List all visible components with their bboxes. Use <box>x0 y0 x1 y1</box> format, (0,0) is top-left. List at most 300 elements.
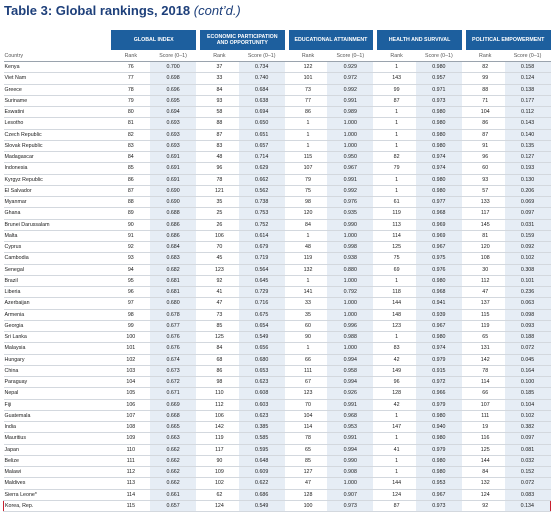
rank-cell: 81 <box>111 118 150 129</box>
rank-cell: 42 <box>377 399 416 410</box>
score-cell: 0.958 <box>327 365 373 376</box>
rank-cell: 137 <box>466 298 505 309</box>
rank-cell: 121 <box>200 185 239 196</box>
rank-cell: 83 <box>377 343 416 354</box>
rank-cell: 33 <box>289 298 328 309</box>
rank-cell: 87 <box>377 95 416 106</box>
rank-cell: 114 <box>466 377 505 388</box>
rank-cell: 101 <box>111 343 150 354</box>
score-cell: 0.691 <box>150 163 196 174</box>
score-cell: 0.698 <box>150 73 196 84</box>
score-cell: 0.682 <box>150 264 196 275</box>
table-row <box>4 455 551 466</box>
rank-cell: 123 <box>200 264 239 275</box>
rank-cell: 1 <box>377 455 416 466</box>
rank-cell: 47 <box>289 478 328 489</box>
score-cell: 0.908 <box>327 467 373 478</box>
rank-cell: 68 <box>200 354 239 365</box>
score-cell: 0.716 <box>239 298 285 309</box>
score-cell: 0.609 <box>239 467 285 478</box>
rank-cell: 109 <box>200 467 239 478</box>
table-row <box>4 219 551 230</box>
table-row <box>4 230 551 241</box>
score-cell: 0.668 <box>150 410 196 421</box>
rank-cell: 1 <box>377 62 416 73</box>
score-cell: 0.971 <box>416 84 462 95</box>
rank-cell: 95 <box>111 275 150 286</box>
score-cell: 0.973 <box>416 500 462 511</box>
rank-cell: 92 <box>466 500 505 511</box>
rank-cell: 70 <box>200 242 239 253</box>
score-cell: 0.662 <box>239 174 285 185</box>
score-cell: 0.994 <box>327 354 373 365</box>
table-row <box>4 84 551 95</box>
rank-cell: 87 <box>377 500 416 511</box>
table-row <box>4 388 551 399</box>
rank-cell: 57 <box>466 185 505 196</box>
rank-cell: 48 <box>200 152 239 163</box>
score-cell: 0.622 <box>239 478 285 489</box>
score-cell: 0.654 <box>239 320 285 331</box>
rank-cell: 19 <box>466 422 505 433</box>
country-cell: Malta <box>4 230 112 241</box>
score-cell: 0.385 <box>239 422 285 433</box>
rank-cell: 76 <box>111 62 150 73</box>
score-cell: 0.991 <box>327 95 373 106</box>
rank-cell: 148 <box>377 309 416 320</box>
rank-cell: 84 <box>289 219 328 230</box>
country-cell: Armenia <box>4 309 112 320</box>
rank-cell: 124 <box>377 489 416 500</box>
rank-cell: 1 <box>289 275 328 286</box>
table-title-main: Table 3: Global rankings, 2018 <box>4 3 191 18</box>
score-cell: 0.177 <box>505 95 551 106</box>
rank-cell: 41 <box>200 287 239 298</box>
score-cell: 0.973 <box>327 500 373 511</box>
rank-cell: 142 <box>466 354 505 365</box>
rank-cell: 124 <box>466 489 505 500</box>
rank-cell: 81 <box>466 230 505 241</box>
rank-cell: 107 <box>466 399 505 410</box>
country-cell: Guatemala <box>4 410 112 421</box>
rank-cell: 88 <box>466 84 505 95</box>
table-row <box>4 152 551 163</box>
score-cell: 0.693 <box>150 129 196 140</box>
group-header-education: EDUCATIONAL ATTAINMENT <box>289 30 374 50</box>
score-cell: 0.994 <box>327 444 373 455</box>
rank-cell: 30 <box>466 264 505 275</box>
table-row <box>4 365 551 376</box>
score-cell: 0.980 <box>416 332 462 343</box>
group-header-political: POLITICAL EMPOWERMENT <box>466 30 551 50</box>
country-cell: Senegal <box>4 264 112 275</box>
country-cell: Czech Republic <box>4 129 112 140</box>
score-cell: 0.032 <box>505 455 551 466</box>
rank-cell: 96 <box>111 287 150 298</box>
rank-cell: 133 <box>466 197 505 208</box>
score-cell: 0.674 <box>150 354 196 365</box>
score-cell: 0.134 <box>505 500 551 511</box>
country-cell: Myanmar <box>4 197 112 208</box>
rank-cell: 65 <box>289 444 328 455</box>
score-cell: 0.684 <box>150 242 196 253</box>
rank-cell: 102 <box>200 478 239 489</box>
country-cell: Sri Lanka <box>4 332 112 343</box>
score-cell: 0.979 <box>416 354 462 365</box>
country-cell: India <box>4 422 112 433</box>
score-cell: 0.603 <box>239 399 285 410</box>
score-cell: 0.663 <box>150 433 196 444</box>
rank-cell: 114 <box>111 489 150 500</box>
table-row <box>4 95 551 106</box>
rank-cell: 90 <box>200 455 239 466</box>
country-cell: Suriname <box>4 95 112 106</box>
table-row <box>4 264 551 275</box>
score-cell: 0.974 <box>416 163 462 174</box>
country-cell: Slovak Republic <box>4 140 112 151</box>
rank-cell: 80 <box>111 107 150 118</box>
score-cell: 0.729 <box>239 287 285 298</box>
score-cell: 0.977 <box>416 197 462 208</box>
score-cell: 0.752 <box>239 219 285 230</box>
score-cell: 0.676 <box>150 332 196 343</box>
rank-cell: 78 <box>111 84 150 95</box>
score-cell: 0.969 <box>416 230 462 241</box>
country-cell: Madagascar <box>4 152 112 163</box>
rank-cell: 141 <box>289 287 328 298</box>
rank-cell: 112 <box>466 275 505 286</box>
rank-cell: 85 <box>200 320 239 331</box>
score-cell: 0.690 <box>150 197 196 208</box>
rank-column-header: Rank <box>289 50 328 62</box>
rank-cell: 35 <box>289 309 328 320</box>
table-row <box>4 242 551 253</box>
rank-cell: 91 <box>111 230 150 241</box>
score-cell: 0.996 <box>327 320 373 331</box>
group-header-global-index: GLOBAL INDEX <box>111 30 196 50</box>
rank-cell: 149 <box>377 365 416 376</box>
score-cell: 0.974 <box>416 343 462 354</box>
score-cell: 0.974 <box>416 152 462 163</box>
score-cell: 0.979 <box>416 399 462 410</box>
score-cell: 0.696 <box>150 84 196 95</box>
score-cell: 0.980 <box>416 455 462 466</box>
rank-cell: 111 <box>111 455 150 466</box>
country-cell: Eswatini <box>4 107 112 118</box>
score-cell: 0.623 <box>239 377 285 388</box>
rank-cell: 91 <box>466 140 505 151</box>
rank-cell: 88 <box>200 118 239 129</box>
score-cell: 0.193 <box>505 163 551 174</box>
score-cell: 0.980 <box>416 107 462 118</box>
country-cell: Hungary <box>4 354 112 365</box>
score-cell: 0.686 <box>150 219 196 230</box>
table-row <box>4 208 551 219</box>
rank-cell: 58 <box>200 107 239 118</box>
score-cell: 0.072 <box>505 478 551 489</box>
score-cell: 0.693 <box>150 118 196 129</box>
rank-cell: 1 <box>289 129 328 140</box>
score-cell: 0.700 <box>150 62 196 73</box>
rank-cell: 78 <box>466 365 505 376</box>
table-row <box>4 197 551 208</box>
rank-cell: 79 <box>111 95 150 106</box>
rank-cell: 86 <box>111 174 150 185</box>
country-cell: China <box>4 365 112 376</box>
rank-cell: 83 <box>200 140 239 151</box>
score-cell: 1.000 <box>327 140 373 151</box>
score-cell: 0.976 <box>327 197 373 208</box>
rank-cell: 114 <box>289 422 328 433</box>
country-cell: Ghana <box>4 208 112 219</box>
score-cell: 0.188 <box>505 332 551 343</box>
rank-cell: 143 <box>377 73 416 84</box>
rank-cell: 84 <box>466 467 505 478</box>
rank-cell: 125 <box>466 444 505 455</box>
rank-cell: 123 <box>377 320 416 331</box>
rank-cell: 60 <box>289 320 328 331</box>
rank-cell: 77 <box>111 73 150 84</box>
rank-cell: 93 <box>111 253 150 264</box>
rank-cell: 118 <box>377 287 416 298</box>
score-cell: 0.679 <box>239 242 285 253</box>
score-cell: 0.069 <box>505 197 551 208</box>
score-cell: 0.138 <box>505 84 551 95</box>
rank-cell: 116 <box>466 433 505 444</box>
country-cell: Japan <box>4 444 112 455</box>
rank-cell: 96 <box>466 152 505 163</box>
score-cell: 0.967 <box>416 242 462 253</box>
rank-cell: 94 <box>111 264 150 275</box>
rank-cell: 90 <box>289 332 328 343</box>
country-cell: Azerbaijan <box>4 298 112 309</box>
score-cell: 0.124 <box>505 73 551 84</box>
score-cell: 1.000 <box>327 309 373 320</box>
rank-cell: 86 <box>200 365 239 376</box>
table-title <box>4 3 241 18</box>
rank-column-header: Rank <box>111 50 150 62</box>
score-cell: 0.662 <box>150 455 196 466</box>
rank-cell: 61 <box>377 197 416 208</box>
rank-cell: 88 <box>111 197 150 208</box>
rank-cell: 111 <box>289 365 328 376</box>
score-cell: 0.638 <box>239 95 285 106</box>
rank-cell: 66 <box>289 354 328 365</box>
table-row <box>4 410 551 421</box>
score-cell: 0.980 <box>416 275 462 286</box>
score-cell: 0.950 <box>327 152 373 163</box>
group-header-health: HEALTH AND SURVIVAL <box>377 30 462 50</box>
table-row <box>4 444 551 455</box>
score-cell: 0.101 <box>505 275 551 286</box>
rank-cell: 104 <box>466 107 505 118</box>
score-cell: 0.979 <box>416 444 462 455</box>
rank-cell: 144 <box>377 298 416 309</box>
rank-cell: 75 <box>377 253 416 264</box>
table-row <box>4 489 551 500</box>
country-cell: Brunei Darussalam <box>4 219 112 230</box>
rank-cell: 86 <box>466 118 505 129</box>
score-cell: 0.975 <box>416 253 462 264</box>
rank-cell: 104 <box>111 377 150 388</box>
table-row <box>4 309 551 320</box>
rank-cell: 47 <box>466 287 505 298</box>
country-cell: Viet Nam <box>4 73 112 84</box>
rank-cell: 115 <box>466 309 505 320</box>
score-cell: 0.994 <box>327 377 373 388</box>
score-cell: 0.152 <box>505 467 551 478</box>
score-cell: 0.972 <box>416 377 462 388</box>
rank-cell: 115 <box>111 500 150 511</box>
rank-cell: 100 <box>289 500 328 511</box>
rank-cell: 128 <box>377 388 416 399</box>
rank-cell: 47 <box>200 298 239 309</box>
score-cell: 0.650 <box>239 118 285 129</box>
score-cell: 0.967 <box>416 320 462 331</box>
rank-cell: 107 <box>289 163 328 174</box>
rank-cell: 75 <box>289 185 328 196</box>
rank-cell: 119 <box>466 320 505 331</box>
score-cell: 0.185 <box>505 388 551 399</box>
rank-cell: 77 <box>289 95 328 106</box>
table-row <box>4 332 551 343</box>
rank-cell: 119 <box>377 208 416 219</box>
score-cell: 0.990 <box>327 219 373 230</box>
rank-cell: 62 <box>200 489 239 500</box>
rank-cell: 132 <box>289 264 328 275</box>
country-cell: Georgia <box>4 320 112 331</box>
score-cell: 0.564 <box>239 264 285 275</box>
rank-cell: 144 <box>377 478 416 489</box>
rank-cell: 84 <box>111 152 150 163</box>
score-cell: 0.941 <box>416 298 462 309</box>
table-row <box>4 185 551 196</box>
score-cell: 0.992 <box>327 84 373 95</box>
score-cell: 0.990 <box>327 455 373 466</box>
score-cell: 0.673 <box>150 365 196 376</box>
rank-cell: 92 <box>200 275 239 286</box>
rank-cell: 125 <box>377 242 416 253</box>
rank-cell: 123 <box>289 388 328 399</box>
rank-cell: 110 <box>200 388 239 399</box>
rank-cell: 87 <box>200 129 239 140</box>
score-cell: 0.656 <box>239 343 285 354</box>
score-cell: 0.719 <box>239 253 285 264</box>
rank-cell: 106 <box>200 410 239 421</box>
country-cell: Belize <box>4 455 112 466</box>
rank-cell: 93 <box>200 95 239 106</box>
rank-cell: 147 <box>377 422 416 433</box>
country-cell: Greece <box>4 84 112 95</box>
score-column-header: Score (0–1) <box>150 50 196 62</box>
score-cell: 0.093 <box>505 320 551 331</box>
score-cell: 0.680 <box>239 354 285 365</box>
rank-cell: 96 <box>200 163 239 174</box>
score-cell: 0.662 <box>150 467 196 478</box>
country-column-header: Country <box>4 50 112 62</box>
rank-cell: 106 <box>111 399 150 410</box>
score-cell: 0.623 <box>239 410 285 421</box>
rank-cell: 1 <box>289 230 328 241</box>
rank-cell: 1 <box>377 140 416 151</box>
rank-cell: 1 <box>289 118 328 129</box>
rank-cell: 114 <box>377 230 416 241</box>
score-cell: 0.608 <box>239 388 285 399</box>
score-cell: 0.957 <box>416 73 462 84</box>
rank-cell: 128 <box>289 489 328 500</box>
score-cell: 0.098 <box>505 309 551 320</box>
table-row <box>4 500 551 511</box>
score-cell: 0.738 <box>239 197 285 208</box>
score-cell: 0.549 <box>239 332 285 343</box>
country-cell: Sierra Leone* <box>4 489 112 500</box>
table-row <box>4 107 551 118</box>
table-row <box>4 287 551 298</box>
rank-cell: 103 <box>111 365 150 376</box>
rank-cell: 108 <box>111 422 150 433</box>
score-cell: 0.926 <box>327 388 373 399</box>
rank-cell: 99 <box>466 73 505 84</box>
rank-cell: 119 <box>200 433 239 444</box>
rank-cell: 127 <box>289 467 328 478</box>
score-cell: 0.681 <box>150 275 196 286</box>
rank-cell: 97 <box>111 298 150 309</box>
group-header-economic: ECONOMIC PARTICIPATION AND OPPORTUNITY <box>200 30 285 50</box>
score-cell: 0.973 <box>416 95 462 106</box>
score-cell: 0.676 <box>150 343 196 354</box>
score-cell: 0.645 <box>239 275 285 286</box>
rank-cell: 102 <box>111 354 150 365</box>
country-cell: Brazil <box>4 275 112 286</box>
score-cell: 0.665 <box>150 422 196 433</box>
score-cell: 0.653 <box>239 365 285 376</box>
rank-cell: 90 <box>111 219 150 230</box>
score-cell: 0.236 <box>505 287 551 298</box>
table-row <box>4 399 551 410</box>
score-cell: 0.549 <box>239 500 285 511</box>
rank-cell: 106 <box>200 230 239 241</box>
rank-cell: 60 <box>466 163 505 174</box>
score-cell: 0.657 <box>150 500 196 511</box>
score-cell: 0.714 <box>239 152 285 163</box>
table-title-sub: (cont’d.) <box>193 3 241 18</box>
score-cell: 0.081 <box>505 444 551 455</box>
rank-cell: 86 <box>289 107 328 118</box>
table-row <box>4 253 551 264</box>
country-cell: Liberia <box>4 287 112 298</box>
rank-cell: 132 <box>466 478 505 489</box>
score-cell: 0.686 <box>150 230 196 241</box>
score-cell: 0.966 <box>416 388 462 399</box>
rank-cell: 112 <box>200 399 239 410</box>
table-row <box>4 433 551 444</box>
score-cell: 0.382 <box>505 422 551 433</box>
score-cell: 0.968 <box>416 287 462 298</box>
table-row <box>4 377 551 388</box>
rank-cell: 131 <box>466 343 505 354</box>
score-cell: 0.940 <box>416 422 462 433</box>
score-cell: 1.000 <box>327 275 373 286</box>
rank-cell: 117 <box>200 444 239 455</box>
score-cell: 0.164 <box>505 365 551 376</box>
score-cell: 0.967 <box>416 489 462 500</box>
rank-cell: 67 <box>289 377 328 388</box>
rank-cell: 145 <box>466 219 505 230</box>
score-cell: 0.562 <box>239 185 285 196</box>
score-cell: 1.000 <box>327 298 373 309</box>
score-cell: 0.953 <box>416 478 462 489</box>
table-row <box>4 343 551 354</box>
